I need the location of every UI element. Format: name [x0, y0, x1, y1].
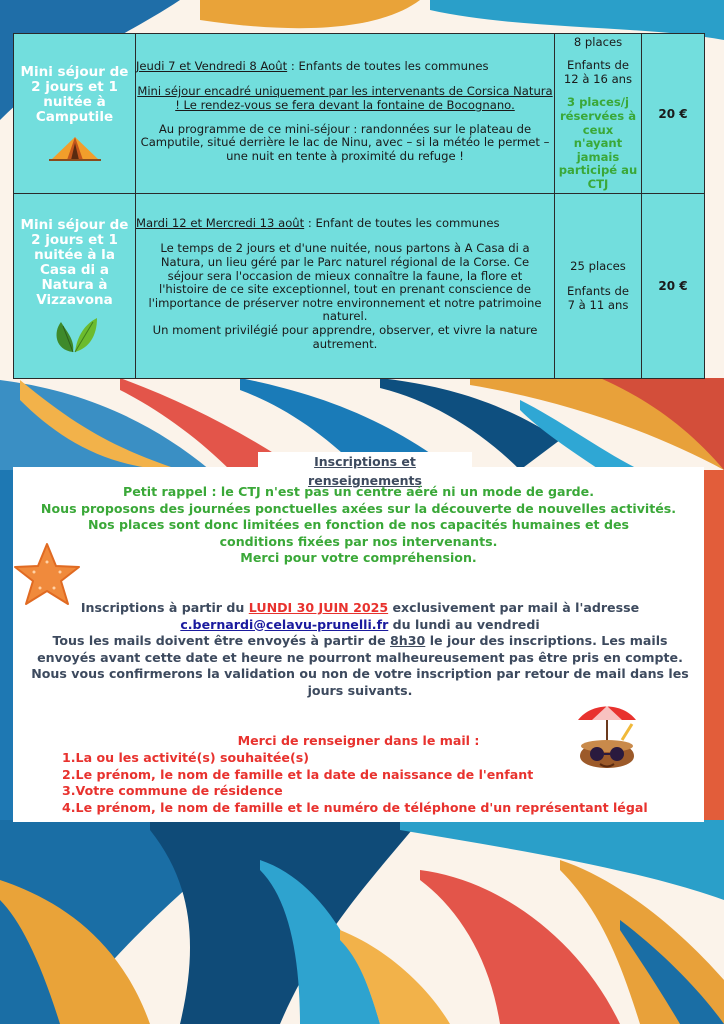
- places-count: 25 places: [570, 258, 626, 273]
- registration-date: LUNDI 30 JUIN 2025: [248, 600, 389, 615]
- activity-audience: Enfant de toutes les communes: [315, 215, 500, 230]
- places-count: 8 places: [573, 34, 623, 49]
- activities-table: [13, 33, 705, 379]
- mail-instructions-title: Merci de renseigner dans le mail :: [237, 733, 480, 748]
- reminder-line: Nos places sont donc limitées en fonction de nos capacités humaines et des conditions fixées par nos intervenants.: [87, 517, 630, 549]
- activity-title: Mini séjour de 2 jours et 1 nuitée à Camputile: [20, 63, 129, 125]
- registration-timing-note: le jour des inscriptions. Les mails envoyés avant cette date et heure ne pourront malheureusement pas être pris en compte.: [37, 633, 683, 665]
- registration-time: 8h30: [390, 633, 426, 649]
- registration-info: [30, 600, 690, 700]
- activity-places: [555, 34, 642, 194]
- reminder-line: Petit rappel : le CTJ n'est pas un centre aéré ni un mode de garde.: [122, 484, 595, 499]
- list-item: 2.Le prénom, le nom de famille et la date de naissance de l'enfant: [62, 766, 534, 782]
- activity-price: 20 €: [642, 194, 705, 379]
- activity-price: 20 €: [642, 34, 705, 194]
- coconut-drink-icon: [572, 700, 642, 780]
- activity-description: [136, 194, 555, 379]
- activity-audience: Enfants de toutes les communes: [298, 58, 489, 73]
- table-row: [14, 194, 705, 379]
- list-item: 4.Le prénom, le nom de famille et le numéro de téléphone d'un représentant légal: [62, 799, 648, 815]
- activity-dates-separator: :: [287, 58, 299, 73]
- registration-method: exclusivement par mail à l'adresse: [388, 600, 640, 615]
- activity-paragraph-2: Un moment privilégié pour apprendre, observer, et vivre la nature autrement.: [152, 322, 538, 351]
- registration-line-2: [30, 617, 690, 634]
- age-range: Enfants de 12 à 16 ans: [563, 58, 633, 86]
- activity-places: [555, 194, 642, 379]
- activity-description: [136, 34, 555, 194]
- list-item: 1.La ou les activité(s) souhaitée(s): [62, 750, 309, 765]
- activity-dates-separator: :: [304, 215, 316, 230]
- activity-dates: Mardi 12 et Mercredi 13 août: [136, 215, 305, 230]
- registration-days: du lundi au vendredi: [388, 616, 540, 632]
- activity-dates: Jeudi 7 et Vendredi 8 Août: [136, 58, 288, 73]
- reminder-line: Nous proposons des journées ponctuelles axées sur la découverte de nouvelles activités.: [40, 500, 677, 516]
- activity-paragraph-2: Au programme de ce mini-séjour : randonnées sur le plateau de Camputile, situé derrière le lac de Ninu, avec – si la météo le permet – une nuit en tente à proximité du refuge !: [140, 121, 550, 163]
- age-range: Enfants de 7 à 11 ans: [567, 284, 629, 312]
- activity-title-cell: [14, 34, 136, 194]
- leaves-icon: [51, 314, 99, 354]
- registration-timing: Tous les mails doivent être envoyés à partir de: [52, 633, 391, 649]
- registration-line-1: [30, 600, 690, 617]
- reminder-line: Merci pour votre compréhension.: [240, 550, 477, 566]
- list-item: 3.Votre commune de résidence: [62, 783, 283, 799]
- activity-title-cell: [14, 194, 136, 379]
- reserved-note: 3 places/j réservées à ceux n'ayant jamais participé au CTJ: [558, 95, 638, 191]
- registration-line-3: [30, 633, 690, 666]
- activity-paragraph-1: Le temps de 2 jours et d'une nuitée, nous partons à A Casa di a Natura, un lieu géré par le Parc naturel régional de la Corse. Ce séjour sera l'occasion de mieux connaître la faune, la flore et l'histoire de ce site exceptionnel, tout en prenant conscience de l'importance de préserver notre environnement et notre patrimoine naturel.: [148, 241, 542, 324]
- inscriptions-title: Inscriptions et renseignements: [258, 452, 472, 471]
- contact-email-link[interactable]: c.bernardi@celavu-prunelli.fr: [180, 616, 389, 632]
- tent-icon: [47, 131, 103, 163]
- table-row: [14, 34, 705, 194]
- registration-line-4: Nous vous confirmerons la validation ou non de votre inscription par retour de mail dans les jours suivants.: [31, 666, 689, 698]
- reminder-block: [13, 484, 704, 567]
- activity-paragraph-1: Mini séjour encadré uniquement par les intervenants de Corsica Natura ! Le rendez-vous se fera devant la fontaine de Bocognano.: [137, 84, 553, 112]
- registration-intro: Inscriptions à partir du: [80, 600, 249, 615]
- activity-title: Mini séjour de 2 jours et 1 nuitée à la Casa di a Natura à Vizzavona: [20, 217, 129, 308]
